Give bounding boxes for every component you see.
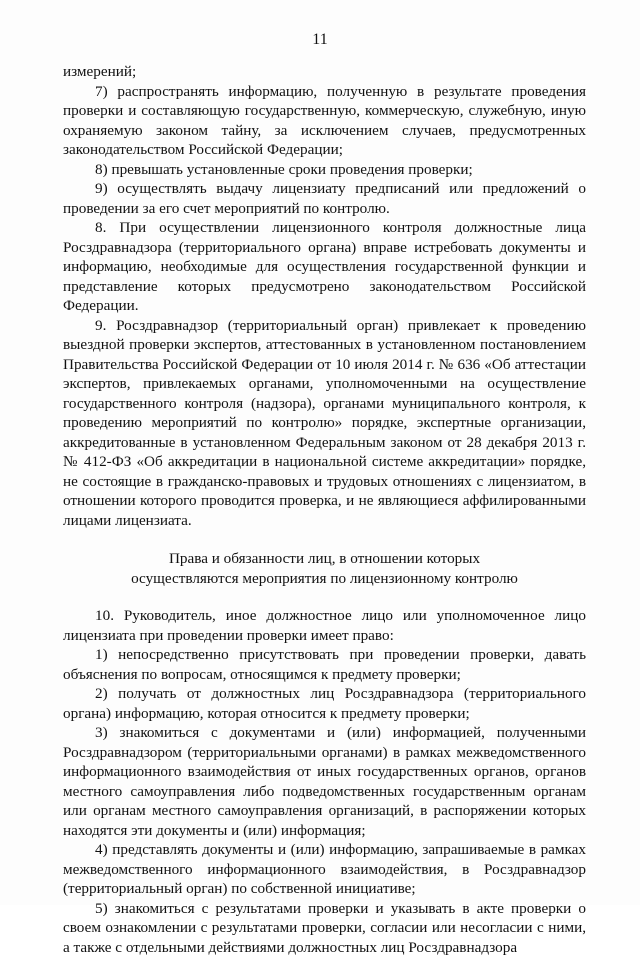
paragraph-right-1: 1) непосредственно присутствовать при проведении проверки, давать объяснения по вопросам, относящимся к предмету проверки;: [63, 645, 586, 684]
paragraph-right-2: 2) получать от должностных лиц Росздравнадзора (территориального органа) информацию, которая относится к предмету проверки;: [63, 684, 586, 723]
paragraph-continuation: измерений;: [63, 62, 586, 82]
paragraph-right-3: 3) знакомиться с документами и (или) информацией, полученными Росздравнадзором (территориальными органами) в рамках межведомственного информационного взаимодействия от иных государственных органов, органов местного самоуправления либо подведомственных государственным органам или органам местного самоуправления организаций, в распоряжении которых находятся эти документы и (или) информация;: [63, 723, 586, 840]
paragraph-right-5: 5) знакомиться с результатами проверки и указывать в акте проверки о своем ознакомлении с результатами проверки, согласии или несогласии с ними, а также с отдельными действиями должностных лиц Росздравнадзора: [63, 899, 586, 957]
section-heading: [63, 549, 586, 588]
paragraph-clause-8: 8. При осуществлении лицензионного контроля должностные лица Росздравнадзора (территориального органа) вправе истребовать документы и информацию, необходимые для осуществления государственной функции и представление которых предусмотрено законодательством Российской Федерации.: [63, 218, 586, 316]
paragraph-clause-10: 10. Руководитель, иное должностное лицо или уполномоченное лицо лицензиата при проведении проверки имеет право:: [63, 606, 586, 645]
section-heading-line-1: Права и обязанности лиц, в отношении которых: [63, 549, 586, 569]
paragraph-right-4: 4) представлять документы и (или) информацию, запрашиваемые в рамках межведомственного информационного взаимодействия, в Росздравнадзор (территориальный орган) по собственной инициативе;: [63, 840, 586, 899]
paragraph-clause-9: 9. Росздравнадзор (территориальный орган) привлекает к проведению выездной проверки экспертов, аттестованных в установленном постановлением Правительства Российской Федерации от 10 июля 2014 г. № 636 «Об аттестации экспертов, привлекаемых органами, уполномоченными на осуществление государственного контроля (надзора), органами муниципального контроля, к проведению мероприятий по контролю» порядке, экспертные организации, аккредитованные в установленном Федеральным законом от 28 декабря 2013 г. № 412-ФЗ «Об аккредитации в национальной системе аккредитации» порядке, не состоящие в гражданско-правовых и трудовых отношениях с лицензиатом, в отношении которого проводится проверка, и не являющиеся аффилированными лицами лицензиата.: [63, 316, 586, 531]
paragraph-item-8: 8) превышать установленные сроки проведения проверки;: [63, 160, 586, 180]
paragraph-item-7: 7) распространять информацию, полученную в результате проведения проверки и составляющую государственную, коммерческую, служебную, иную охраняемую законом тайну, за исключением случаев, предусмотренных законодательством Российской Федерации;: [63, 82, 586, 160]
section-heading-line-2: осуществляются мероприятия по лицензионному контролю: [63, 569, 586, 589]
paragraph-item-9: 9) осуществлять выдачу лицензиату предписаний или предложений о проведении за его счет мероприятий по контролю.: [63, 179, 586, 218]
document-body: [63, 62, 586, 957]
page-number: 11: [0, 30, 640, 50]
